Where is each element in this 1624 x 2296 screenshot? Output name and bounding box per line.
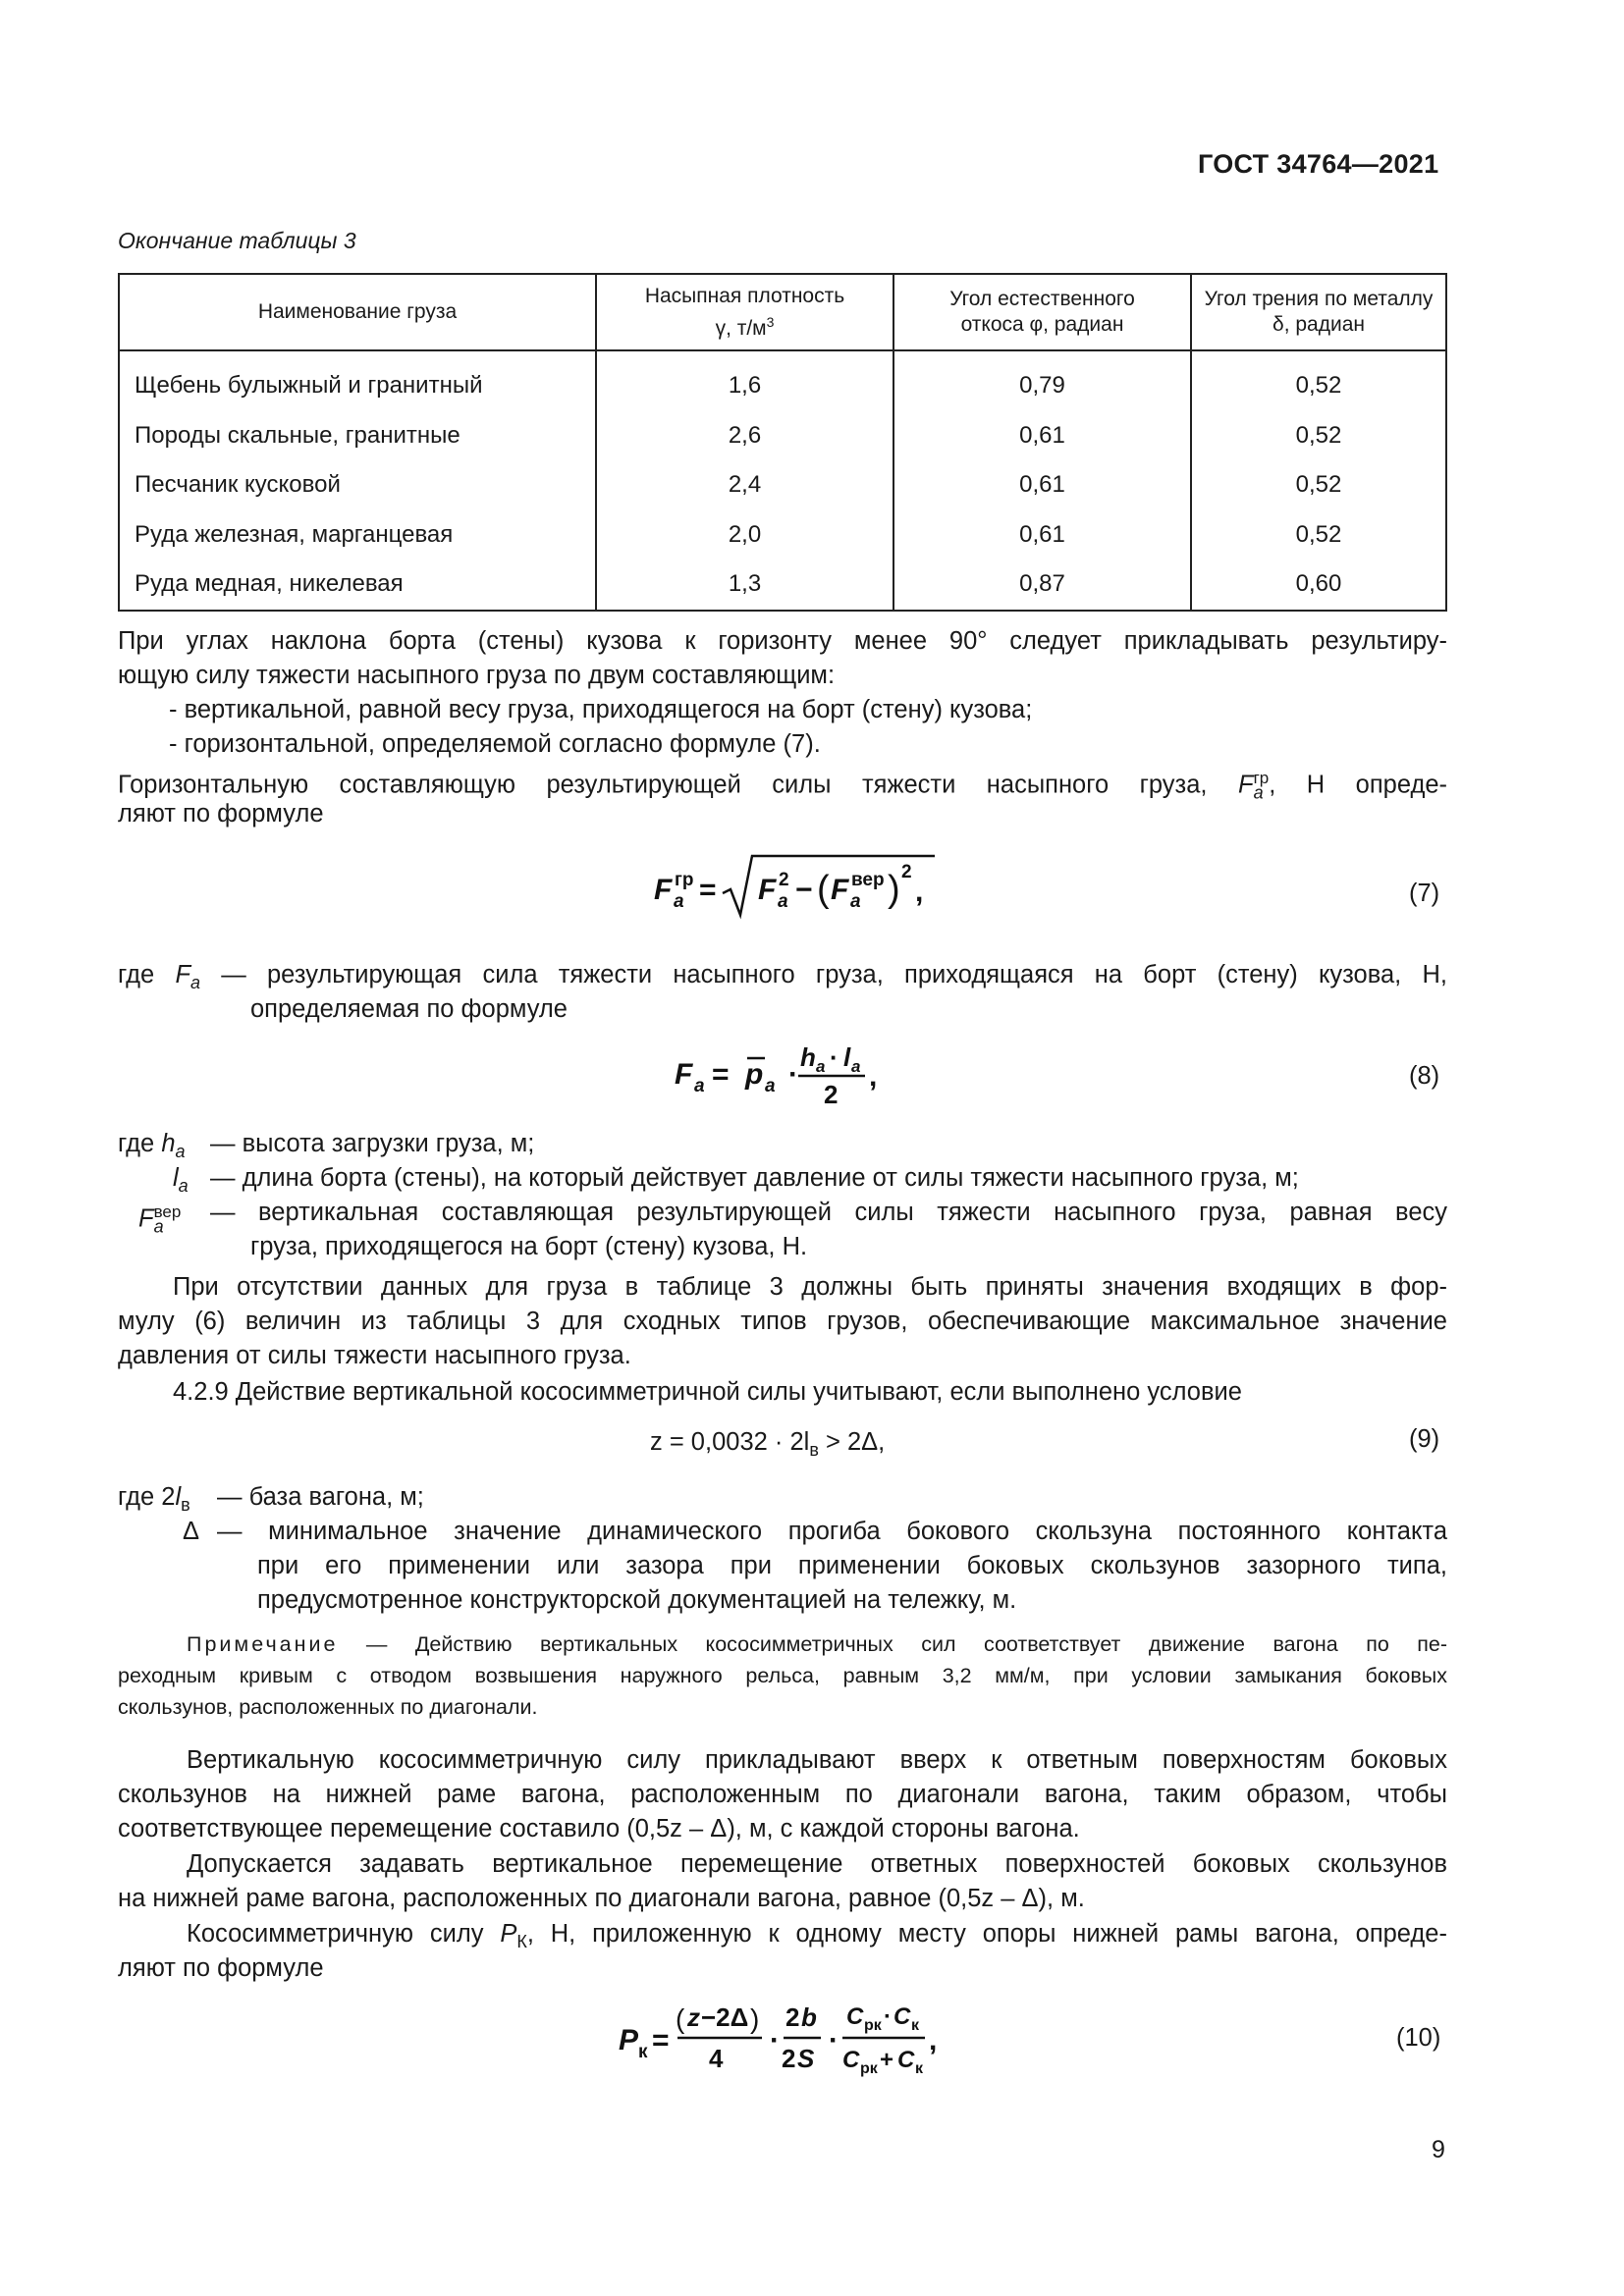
table-caption: Окончание таблицы 3: [118, 228, 356, 253]
cell-density: 1,6: [596, 350, 893, 411]
paragraph-line: При отсутствии данных для груза в таблице 3 должны быть приняты значения входящих в фор-: [173, 1273, 1447, 1301]
svg-text:h: h: [800, 1042, 816, 1072]
svg-text:a: a: [765, 1076, 776, 1096]
svg-text:C: C: [846, 2003, 864, 2030]
cell-density: 2,6: [596, 411, 893, 461]
svg-text:2: 2: [785, 2002, 800, 2032]
cell-repose: 0,61: [893, 510, 1191, 561]
svg-text:2: 2: [901, 862, 912, 882]
svg-text:2: 2: [782, 2044, 796, 2073]
paragraph-line: ющую силу тяжести насыпного груза по двум составляющим:: [118, 662, 836, 689]
cell-friction: 0,52: [1191, 510, 1446, 561]
table-row: [119, 460, 1446, 510]
cell-friction: 0,52: [1191, 350, 1446, 411]
svg-text:4: 4: [709, 2044, 724, 2073]
cell-density: 2,0: [596, 510, 893, 561]
formula-8: [671, 1035, 906, 1113]
svg-text:a: a: [816, 1057, 826, 1076]
document-code: ГОСТ 34764—2021: [1198, 149, 1439, 179]
svg-text:к: к: [911, 2017, 920, 2034]
svg-text:p: p: [745, 1058, 764, 1091]
svg-text:,: ,: [915, 876, 924, 908]
svg-text:F: F: [654, 874, 673, 906]
formula-10: [615, 1993, 948, 2091]
svg-text:b: b: [801, 2002, 817, 2032]
legend-symbol: $l_a$: [173, 1164, 189, 1197]
paragraph-line: Допускается задавать вертикальное перемещение ответных поверхностей боковых скользунов: [187, 1850, 1447, 1878]
svg-text:·: ·: [770, 2024, 780, 2056]
legend-line: груза, приходящегося на борт (стену) кузова, Н.: [250, 1233, 808, 1260]
paragraph-line: Кососимметричную силу $P_К$, Н, приложенную к одному месту опоры нижней рамы вагона, опреде-: [187, 1920, 1447, 1952]
cell-repose: 0,61: [893, 411, 1191, 461]
svg-text:z: z: [687, 2002, 700, 2032]
svg-text:,: ,: [929, 2024, 938, 2056]
cell-cargo: Руда медная, никелевая: [119, 560, 596, 611]
list-item: - горизонтальной, определяемой согласно формуле (7).: [169, 730, 821, 758]
paragraph-line: скользунов на нижней раме вагона, расположенным по диагонали вагона, таким образом, чтобы: [118, 1781, 1447, 1808]
paragraph-line: ляют по формуле: [118, 1954, 324, 1982]
cell-cargo: Породы скальные, гранитные: [119, 411, 596, 461]
svg-text:·: ·: [884, 2003, 892, 2030]
svg-text:F: F: [831, 874, 849, 906]
legend-line: при его применении или зазора при применении боковых скользунов зазорного типа,: [257, 1552, 1447, 1579]
svg-text:гр: гр: [675, 870, 694, 890]
paragraph-line: ляют по формуле: [118, 800, 324, 828]
svg-text:C: C: [897, 2047, 915, 2073]
equation-number: (10): [1396, 2024, 1441, 2052]
paragraph-line: 4.2.9 Действие вертикальной кососимметричной силы учитывают, если выполнено условие: [173, 1378, 1242, 1406]
svg-text:рк: рк: [860, 2060, 878, 2077]
table-row: [119, 411, 1446, 461]
svg-text:·: ·: [788, 1058, 798, 1091]
cell-density: 1,3: [596, 560, 893, 611]
svg-text:·: ·: [829, 2024, 839, 2056]
paragraph-line: мулу (6) величин из таблицы 3 для сходных типов грузов, обеспечивающие максимальное значение: [118, 1308, 1447, 1335]
legend-line: где $F_a$ — результирующая сила тяжести насыпного груза, приходящаяся на борт (стену) кузова, Н,: [118, 961, 1447, 993]
legend-line: — минимальное значение динамического прогиба бокового скользуна постоянного контакта: [217, 1518, 1447, 1545]
svg-text:a: a: [850, 891, 861, 912]
svg-text:2: 2: [779, 870, 789, 890]
cell-friction: 0,60: [1191, 560, 1446, 611]
table-row: [119, 510, 1446, 561]
col-header-repose: Угол естественного откоса φ, радиан: [893, 274, 1191, 350]
note-line: реходным кривым с отводом возвышения наружного рельса, равным 3,2 мм/м, при условии замыкания боковых: [118, 1664, 1447, 1687]
formula-7: [648, 852, 943, 923]
table-row: [119, 560, 1446, 611]
svg-text:S: S: [797, 2044, 815, 2073]
cell-friction: 0,52: [1191, 460, 1446, 510]
svg-text:=: =: [699, 874, 717, 906]
svg-text:(: (: [676, 2003, 685, 2034]
col-header-friction: Угол трения по металлу δ, радиан: [1191, 274, 1446, 350]
note-line: скользунов, расположенных по диагонали.: [118, 1695, 538, 1719]
svg-text:): ): [750, 2003, 760, 2034]
svg-text:P: P: [619, 2024, 639, 2056]
col-header-density: Насыпная плотность γ, $т/м^3$: [596, 274, 893, 350]
paragraph-line: давления от силы тяжести насыпного груза.: [118, 1342, 631, 1369]
legend-line: определяемая по формуле: [250, 995, 568, 1023]
legend-symbol: где $h_a$: [118, 1130, 186, 1162]
col-header-name: Наименование груза: [119, 274, 596, 350]
legend-line: предусмотренное конструкторской документацией на тележку, м.: [257, 1586, 1017, 1614]
paragraph-line: Вертикальную кососимметричную силу прикладывают вверх к ответным поверхностям боковых: [187, 1746, 1447, 1774]
svg-text:l: l: [843, 1042, 851, 1072]
svg-text:F: F: [675, 1058, 693, 1091]
svg-text:=: =: [652, 2024, 670, 2056]
svg-text:F: F: [758, 874, 777, 906]
legend-line: — длина борта (стены), на который действует давление от силы тяжести насыпного груза, м;: [210, 1164, 1299, 1192]
svg-text:=: =: [712, 1058, 730, 1091]
cell-cargo: Руда железная, марганцевая: [119, 510, 596, 561]
svg-text:a: a: [851, 1057, 861, 1076]
svg-text:+: +: [880, 2047, 894, 2073]
svg-text:2: 2: [824, 1080, 839, 1109]
cell-cargo: Песчаник кусковой: [119, 460, 596, 510]
paragraph-line: Горизонтальную составляющую результирующей силы тяжести насыпного груза, $F_a^{гр}$, Н опреде-: [118, 769, 1447, 803]
cell-repose: 0,61: [893, 460, 1191, 510]
svg-text:C: C: [893, 2003, 911, 2030]
svg-text:a: a: [694, 1076, 705, 1096]
cell-cargo: Щебень булыжный и гранитный: [119, 350, 596, 411]
paragraph-line: на нижней раме вагона, расположенных по диагонали вагона, равное (0,5z – Δ), м.: [118, 1885, 1085, 1912]
legend-line: — база вагона, м;: [217, 1483, 424, 1511]
svg-text:a: a: [674, 891, 684, 912]
cell-repose: 0,79: [893, 350, 1191, 411]
formula-9: $z = 0,0032 \cdot 2l_в > 2\Delta$,: [650, 1428, 886, 1461]
cargo-table: [118, 273, 1447, 612]
list-item: - вертикальной, равной весу груза, приходящегося на борт (стену) кузова;: [169, 696, 1033, 723]
equation-number: (7): [1409, 880, 1440, 907]
legend-symbol: $F_a^{вер}$: [138, 1202, 182, 1237]
svg-text:−2Δ: −2Δ: [701, 2002, 749, 2032]
svg-text:вер: вер: [851, 870, 885, 890]
equation-number: (9): [1409, 1425, 1440, 1453]
legend-symbol: Δ: [183, 1518, 200, 1545]
cell-density: 2,4: [596, 460, 893, 510]
svg-text:·: ·: [830, 1042, 839, 1072]
legend-line: — высота загрузки груза, м;: [210, 1130, 535, 1157]
equation-number: (8): [1409, 1062, 1440, 1090]
svg-text:−: −: [795, 874, 813, 906]
svg-text:C: C: [842, 2047, 860, 2073]
svg-text:рк: рк: [864, 2017, 882, 2034]
paragraph-line: соответствующее перемещение составило (0,5z – Δ), м, с каждой стороны вагона.: [118, 1815, 1080, 1842]
paragraph-line: При углах наклона борта (стены) кузова к горизонту менее 90° следует прикладывать результиру-: [118, 627, 1447, 655]
cell-repose: 0,87: [893, 560, 1191, 611]
cell-friction: 0,52: [1191, 411, 1446, 461]
svg-text:,: ,: [869, 1060, 878, 1093]
svg-text:(: (: [817, 869, 830, 910]
legend-symbol: где $2l_в$: [118, 1483, 190, 1516]
note-line: Примечание — Действию вертикальных кососимметричных сил соответствует движение вагона по пе-: [187, 1632, 1447, 1656]
legend-line: — вертикальная составляющая результирующей силы тяжести насыпного груза, равная весу: [210, 1199, 1447, 1226]
svg-text:): ): [888, 869, 900, 910]
table-row: [119, 350, 1446, 411]
page-number: 9: [1432, 2136, 1445, 2163]
svg-text:a: a: [778, 891, 788, 912]
svg-text:к: к: [915, 2060, 924, 2077]
svg-text:к: к: [638, 2042, 648, 2062]
